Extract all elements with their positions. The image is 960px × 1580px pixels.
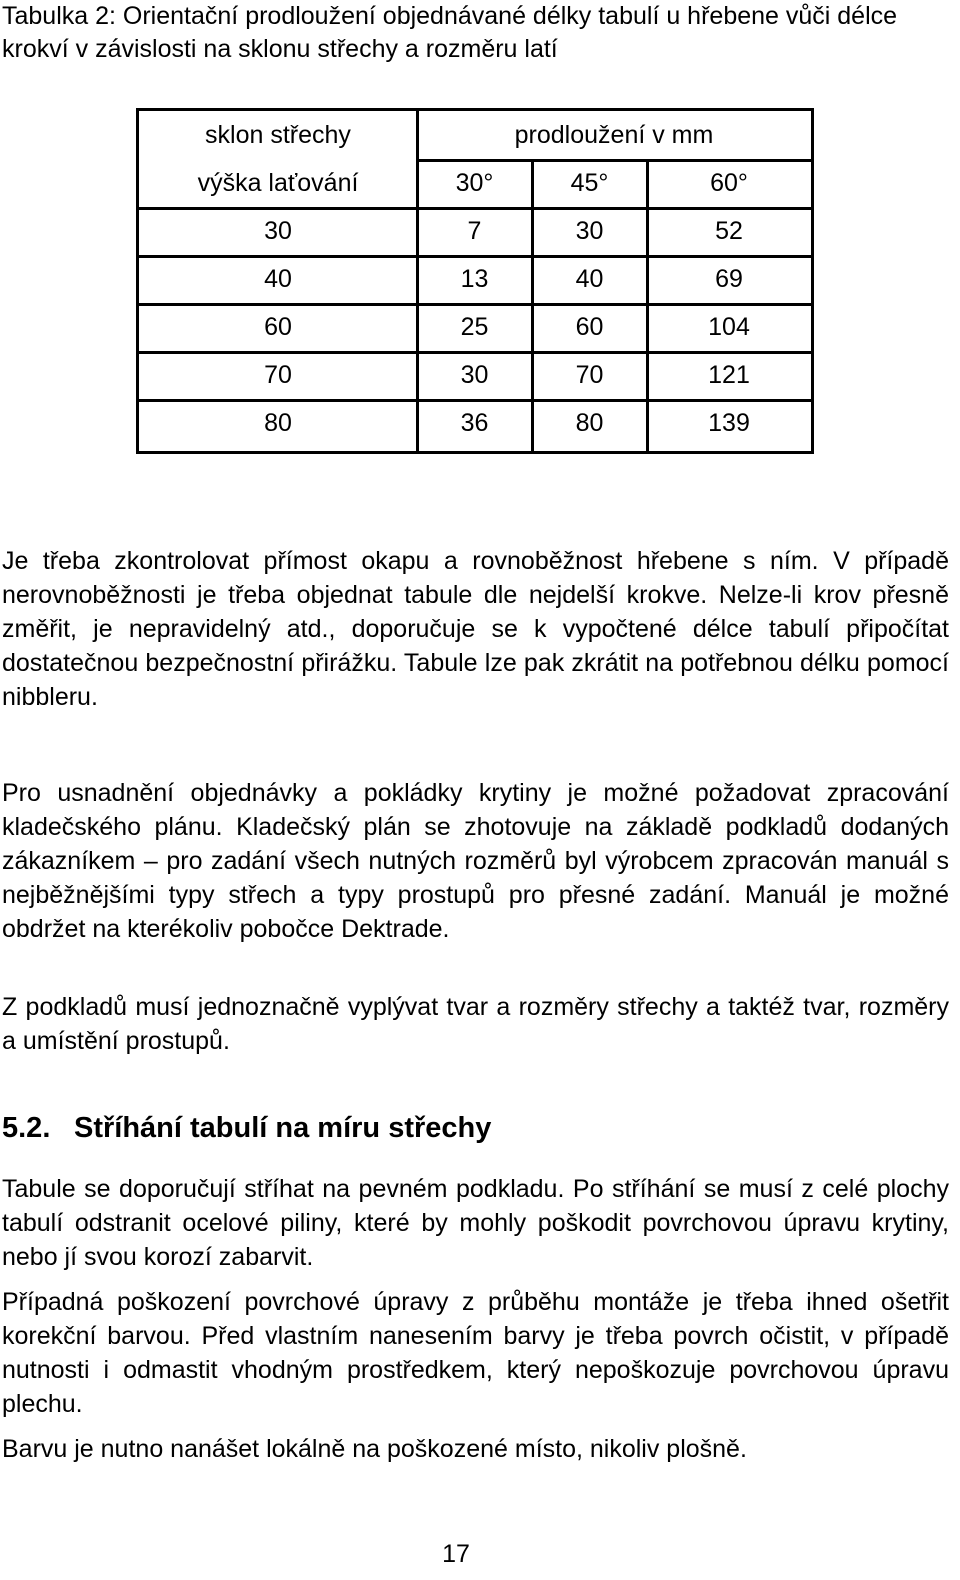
table-cell: 70 [264,361,292,389]
table-cell: 7 [467,217,482,245]
table-cell: 40 [575,265,604,293]
section-title: Stříhání tabulí na míru střechy [74,1112,492,1144]
table-header-cell: 30° [455,169,494,197]
paragraph: Tabule se doporučují stříhat na pevném podkladu. Po stříhání se musí z celé plochy tabulí odstranit ocelové piliny, které by mohly poškodit povrchovou úpravu krytiny, nebo jí svou korozí zabarvit. [2,1175,949,1271]
paragraph: Je třeba zkontrolovat přímost okapu a rovnoběžnost hřebene s ním. V případě nerovnoběžnosti je třeba objednat tabule dle nejdelší krokve. Nelze-li krov přesně změřit, je nepravidelný atd., doporučuje se k vypočtené délce tabulí připočítat dostatečnou bezpečnostní přirážku. Tabule lze pak zkrátit na potřebnou délku pomocí nibbleru. [2,547,949,711]
table-cell: 80 [264,409,292,437]
table-header-row [139,159,811,207]
table-cell: 52 [715,217,743,245]
table-header-cell: výška laťování [197,169,359,197]
table-row [139,255,811,303]
table-rule [139,399,811,402]
table-rule [139,303,811,306]
table-cell: 25 [460,313,489,341]
table-cell: 139 [708,409,750,437]
table-cell: 30 [264,217,292,245]
table-header-cell: prodloužení v mm [514,121,714,149]
paragraph: Pro usnadnění objednávky a pokládky krytiny je možné požadovat zpracování kladečského plánu. Kladečský plán se zhotovuje na základě podkladů dodaných zákazníkem – pro zadání všech nutných rozměrů byl výrobcem zpracován manuál s nejběžnějšími typy střech a typy prostupů pro přesné zadání. Manuál je možné obdržet na kterékoliv pobočce Dektrade. [2,779,949,943]
section-number: 5.2. [2,1112,51,1144]
table-cell: 69 [715,265,743,293]
extension-table [136,108,814,454]
page-number: 17 [442,1540,470,1568]
paragraph: Případná poškození povrchové úpravy z průběhu montáže je třeba ihned ošetřit korekční barvou. Před vlastním nanesením barvy je třeba povrch očistit, v případě nutnosti i odmastit vhodným prostředkem, který nepoškozuje povrchovou úpravu plechu. [2,1288,949,1418]
table-cell: 60 [264,313,292,341]
table-row [139,399,811,447]
table-cell: 104 [708,313,750,341]
table-header-cell: sklon střechy [205,121,351,149]
table-rule [531,159,534,451]
table-caption: Tabulka 2: Orientační prodloužení objednávané délky tabulí u hřebene vůči délce krokví v závislosti na sklonu střechy a rozměru latí [2,2,898,63]
table-cell: 13 [460,265,489,293]
table-header-cell: 60° [710,169,748,197]
table-rule [139,255,811,258]
table-cell: 30 [460,361,489,389]
table-cell: 30 [575,217,604,245]
section-heading [2,1108,491,1148]
table-cell: 40 [264,265,292,293]
table-cell: 36 [460,409,489,437]
paragraph: Barvu je nutno nanášet lokálně na poškozené místo, nikoliv plošně. [2,1435,747,1463]
table-row [139,351,811,399]
table-cell: 121 [708,361,750,389]
table-rule [139,207,811,210]
table-cell: 60 [575,313,604,341]
table-cell: 80 [575,409,604,437]
table-header-cell: 45° [570,169,609,197]
table-rule [417,159,811,162]
table-header-row [139,111,811,159]
table-rule [416,111,419,451]
table-cell: 70 [575,361,604,389]
table-row [139,303,811,351]
table-rule [139,351,811,354]
table-row [139,207,811,255]
paragraph: Z podkladů musí jednoznačně vyplývat tvar a rozměry střechy a taktéž tvar, rozměry a umístění prostupů. [2,993,949,1055]
table-rule [646,159,649,451]
